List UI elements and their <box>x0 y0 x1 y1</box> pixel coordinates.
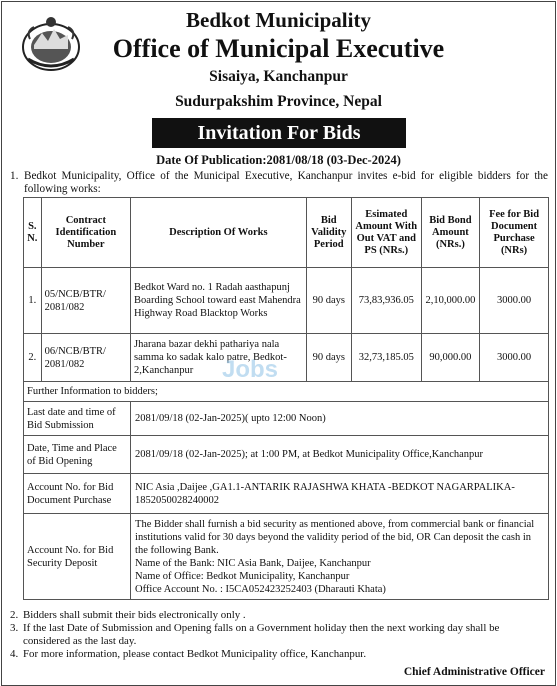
page-title: Invitation For Bids <box>152 118 406 148</box>
header-validity: Bid Validity Period <box>306 198 351 268</box>
header-description: Description Of Works <box>131 198 307 268</box>
security-terms: The Bidder shall furnish a bid security as mentioned above, from commercial bank or financial institutions valid for 30 days beyond the validity period of the bid, OR Can deposit the cash in the following Bank. <box>135 518 535 556</box>
further-info-row <box>24 382 549 402</box>
office-account-no: Office Account No. : I5CA052423252403 (Dharauti Khata) <box>135 583 386 595</box>
list-item <box>10 648 548 661</box>
note-number: 4. <box>10 648 19 660</box>
row-validity: 90 days <box>306 334 351 382</box>
row-contract: 05/NCB/BTR/ 2081/082 <box>41 268 130 334</box>
signature-title: Chief Administrative Officer <box>403 666 545 678</box>
info-row <box>24 474 549 514</box>
intro-number: 1. <box>10 170 19 182</box>
bank-name: Name of the Bank: NIC Asia Bank, Daijee, Kanchanpur <box>135 557 371 569</box>
row-fee: 3000.00 <box>480 268 549 334</box>
row-description: Bedkot Ward no. 1 Radah aasthapunj Boarding School toward east Mahendra Highway Road Blacktop Works <box>131 268 307 334</box>
list-item <box>10 622 548 648</box>
notes-list <box>10 609 548 661</box>
note-number: 3. <box>10 622 19 634</box>
row-contract: 06/NCB/BTR/ 2081/082 <box>41 334 130 382</box>
province-line: Sudurpakshim Province, Nepal <box>175 93 382 110</box>
note-text: If the last Date of Submission and Opening falls on a Government holiday then the next working day shall be considered as the last day. <box>23 622 500 647</box>
further-info-label: Further Information to bidders; <box>24 382 549 402</box>
info-value-submission: 2081/09/18 (02-Jan-2025)( upto 12:00 Noon) <box>131 402 549 436</box>
info-value-opening: 2081/09/18 (02-Jan-2025); at 1:00 PM, at Bedkot Municipality Office,Kanchanpur <box>131 436 549 474</box>
intro-paragraph <box>10 170 548 196</box>
row-description: Jharana bazar dekhi pathariya nala samma ko sadak kalo patre, Bedkot-2,Kanchanpur <box>131 334 307 382</box>
row-estimated: 73,83,936.05 <box>351 268 421 334</box>
header-estimated: Esimated Amount With Out VAT and PS (NRs.) <box>351 198 421 268</box>
table-row <box>24 334 549 382</box>
office-name-line: Name of Office: Bedkot Municipality, Kanchanpur <box>135 570 350 582</box>
row-sn: 1. <box>24 268 42 334</box>
table-header-row <box>24 198 549 268</box>
row-bond: 2,10,000.00 <box>421 268 479 334</box>
info-row <box>24 514 549 600</box>
info-row <box>24 436 549 474</box>
municipality-name: Bedkot Municipality <box>186 8 371 32</box>
info-label-security-account: Account No. for Bid Security Deposit <box>24 514 131 600</box>
info-value-security-account <box>131 514 549 600</box>
row-estimated: 32,73,185.05 <box>351 334 421 382</box>
info-label-submission: Last date and time of Bid Submission <box>24 402 131 436</box>
table-row <box>24 268 549 334</box>
watermark: Jobs <box>222 356 279 383</box>
intro-text: Bedkot Municipality, Office of the Municipal Executive, Kanchanpur invites e-bid for eligible bidders for the following works: <box>24 170 548 195</box>
row-bond: 90,000.00 <box>421 334 479 382</box>
row-sn: 2. <box>24 334 42 382</box>
note-text: Bidders shall submit their bids electronically only . <box>23 609 246 621</box>
note-text: For more information, please contact Bedkot Municipality office, Kanchanpur. <box>23 648 367 660</box>
header-fee: Fee for Bid Document Purchase (NRs) <box>480 198 549 268</box>
office-location: Sisaiya, Kanchanpur <box>209 68 348 85</box>
note-number: 2. <box>10 609 19 621</box>
header-sn: S. N. <box>24 198 42 268</box>
bids-table <box>23 197 549 600</box>
info-row <box>24 402 549 436</box>
header-bond: Bid Bond Amount (NRs.) <box>421 198 479 268</box>
info-label-opening: Date, Time and Place of Bid Opening <box>24 436 131 474</box>
info-value-doc-account: NIC Asia ,Daijee ,GA1.1-ANTARIK RAJASHWA KHATA -BEDKOT NAGARPALIKA-1852050028240002 <box>131 474 549 514</box>
publication-date: Date Of Publication:2081/08/18 (03-Dec-2024) <box>156 153 401 167</box>
row-fee: 3000.00 <box>480 334 549 382</box>
list-item <box>10 609 548 622</box>
office-name: Office of Municipal Executive <box>112 34 445 63</box>
header-contract: Contract Identification Number <box>41 198 130 268</box>
info-label-doc-account: Account No. for Bid Document Purchase <box>24 474 131 514</box>
row-validity: 90 days <box>306 268 351 334</box>
